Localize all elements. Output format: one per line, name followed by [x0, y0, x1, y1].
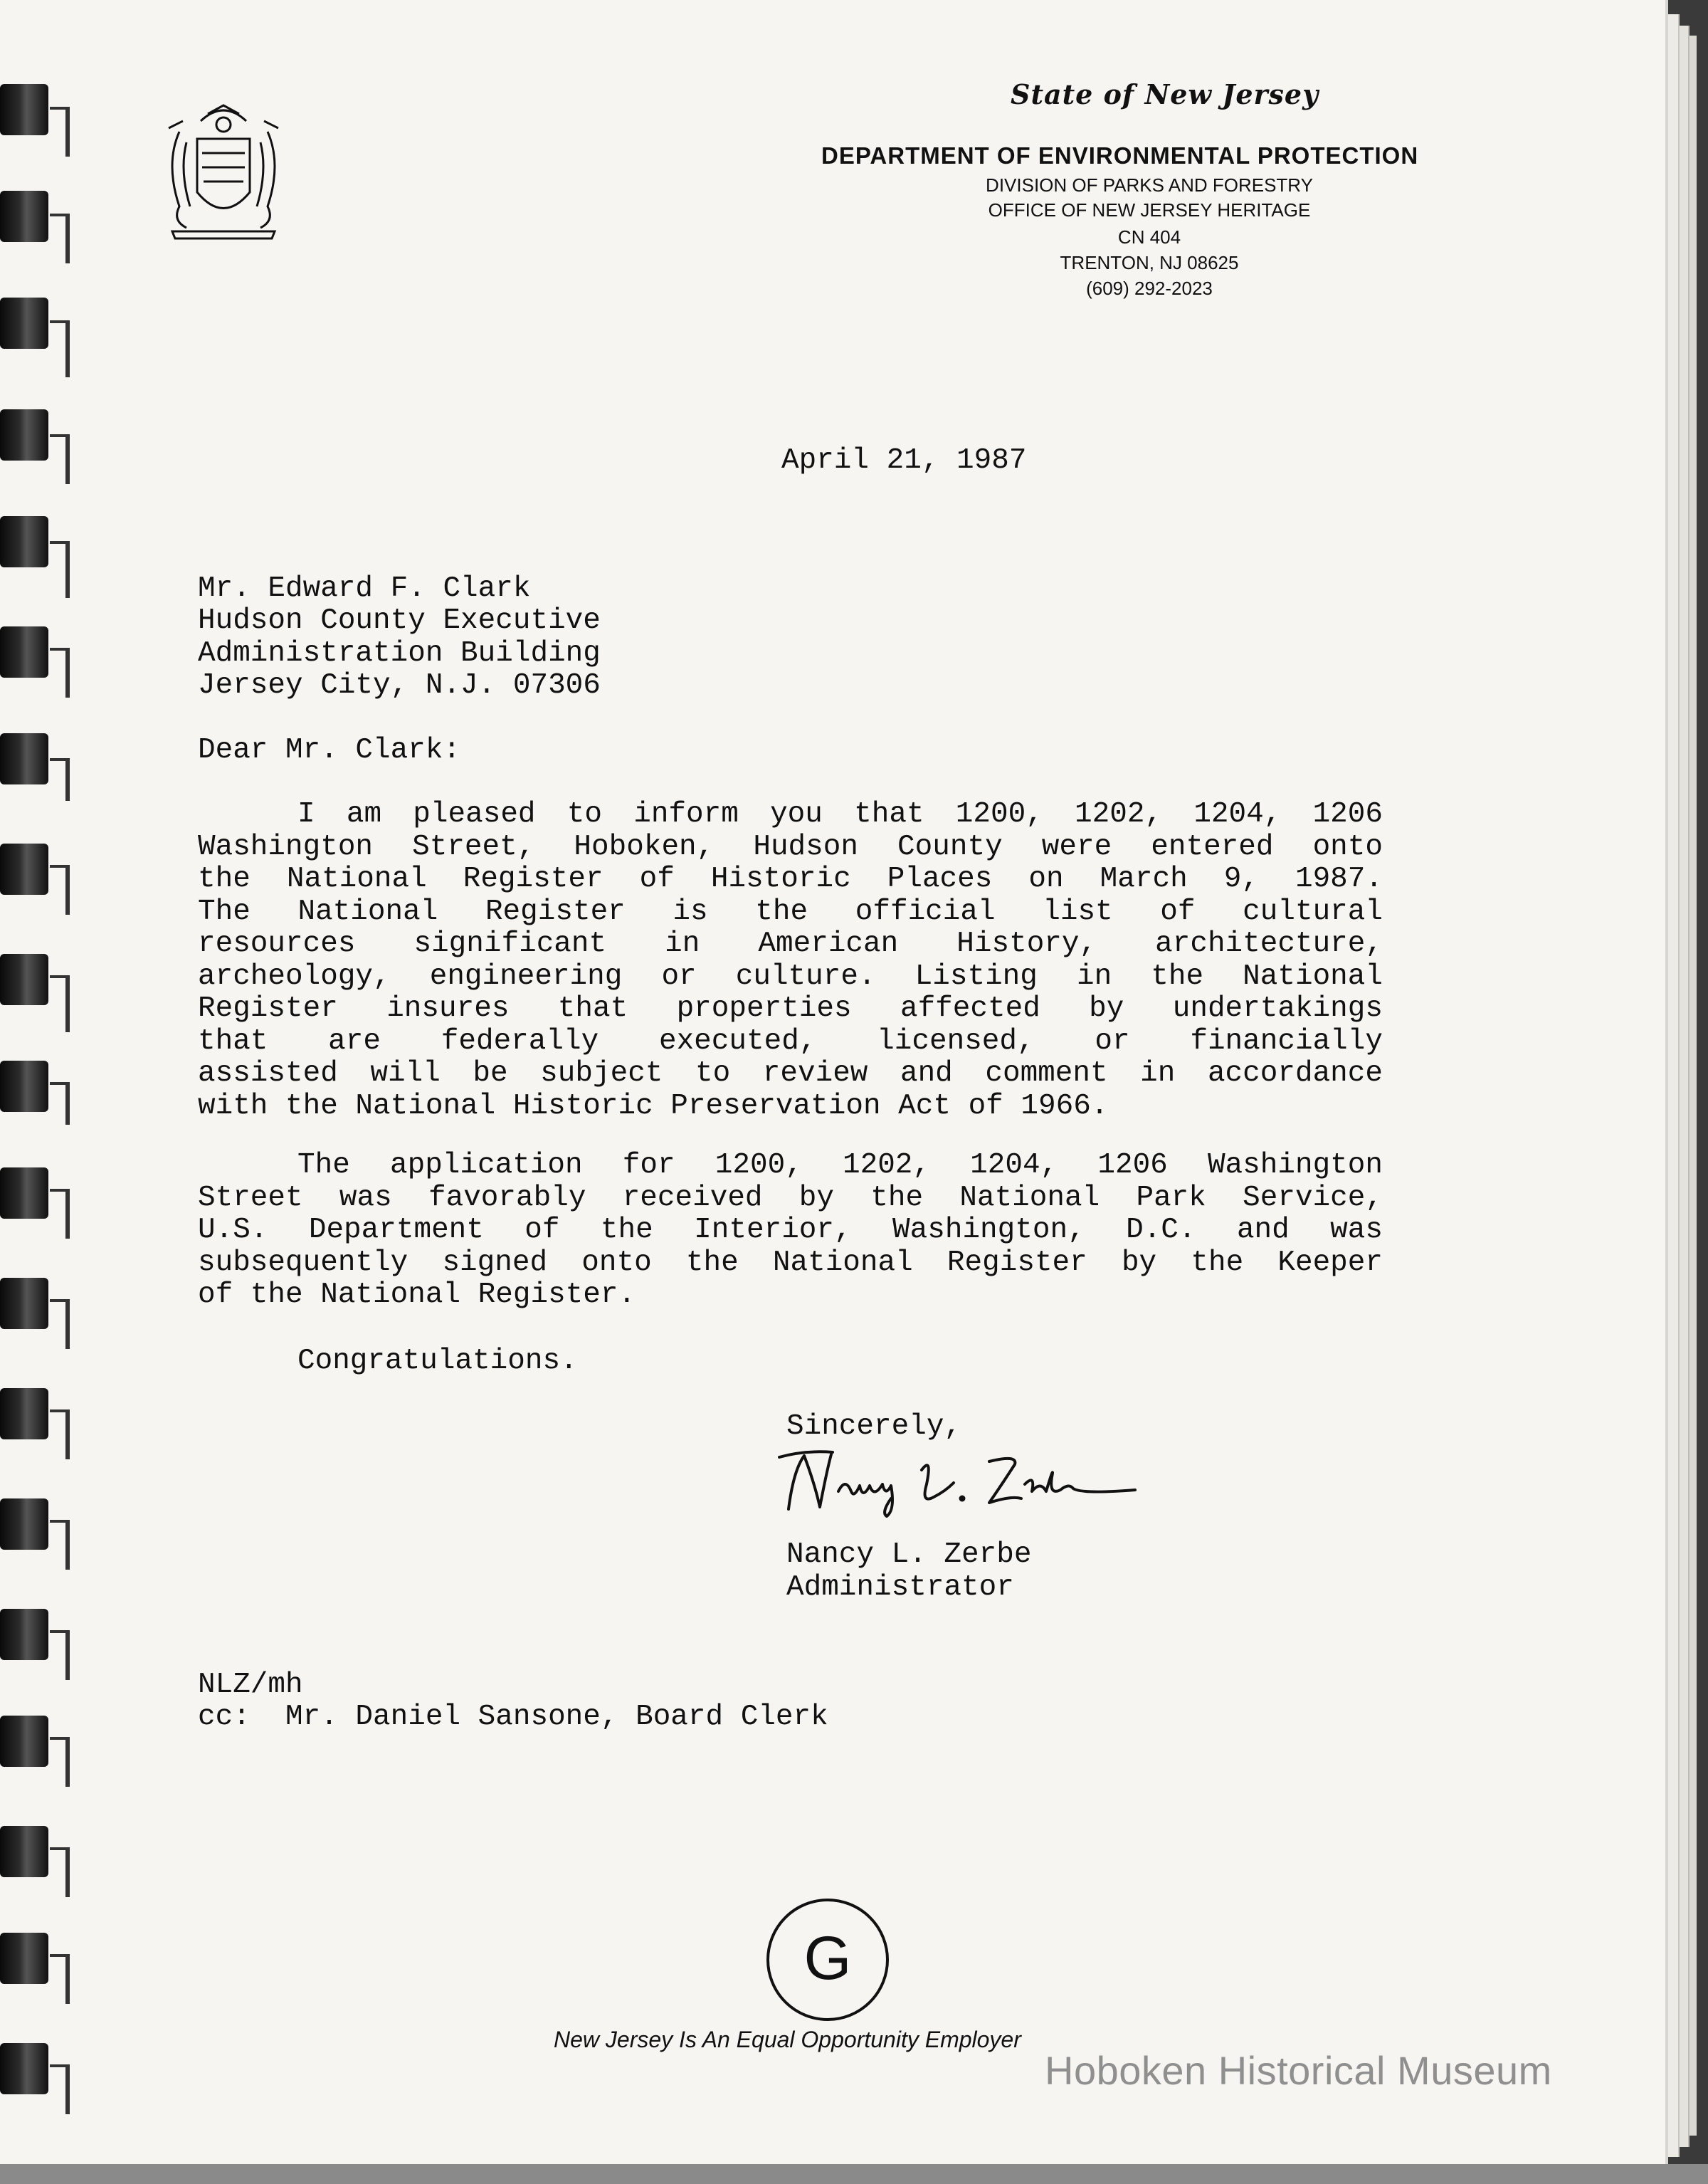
- closing: Sincerely,: [786, 1410, 962, 1443]
- scan-background: [0, 2164, 1708, 2184]
- paragraph-line: of the National Register.: [198, 1279, 636, 1311]
- page-edge: [1689, 36, 1697, 2136]
- watermark: Hoboken Historical Museum: [1045, 2048, 1552, 2093]
- recipient-name: Mr. Edward F. Clark: [198, 572, 531, 605]
- paragraph-line: Street was favorably received by the National Park Service,: [198, 1181, 1383, 1214]
- footer-text: New Jersey Is An Equal Opportunity Employer: [554, 2027, 1021, 2052]
- division-name: DIVISION OF PARKS AND FORESTRY: [986, 174, 1313, 196]
- paragraph-line: I am pleased to inform you that 1200, 1202, 1204, 1206: [297, 798, 1383, 831]
- carbon-copy: cc: Mr. Daniel Sansone, Board Clerk: [198, 1701, 828, 1733]
- congratulations: Congratulations.: [297, 1345, 578, 1377]
- signature: [776, 1442, 1153, 1520]
- recipient-city: Jersey City, N.J. 07306: [198, 669, 601, 702]
- paragraph-1: [198, 799, 1383, 1123]
- paragraph-line: Washington Street, Hoboken, Hudson County were entered onto: [198, 830, 1383, 863]
- recipient-building: Administration Building: [198, 637, 601, 670]
- state-seal-icon: [158, 100, 289, 242]
- paragraph-line: The National Register is the official list of cultural: [198, 895, 1383, 928]
- paragraph-2: [198, 1150, 1383, 1312]
- seal-letter: G: [803, 1924, 852, 1993]
- page-edge: [1668, 14, 1680, 2157]
- seal-circle-icon: [765, 1897, 890, 2022]
- paragraph-line: U.S. Department of the Interior, Washington, D.C. and was: [198, 1214, 1383, 1246]
- signer-title: Administrator: [786, 1571, 1014, 1604]
- paragraph-line: archeology, engineering or culture. Listing in the National: [198, 960, 1383, 993]
- recipient-title: Hudson County Executive: [198, 604, 601, 637]
- paragraph-line: assisted will be subject to review and comment in accordance: [198, 1057, 1383, 1090]
- office-name: OFFICE OF NEW JERSEY HERITAGE: [988, 199, 1311, 221]
- office-phone: (609) 292-2023: [1086, 278, 1213, 299]
- paragraph-line: subsequently signed onto the National Register by the Keeper: [198, 1246, 1383, 1279]
- signer-name: Nancy L. Zerbe: [786, 1538, 1032, 1571]
- po-box: CN 404: [1117, 226, 1181, 248]
- paragraph-line: with the National Historic Preservation Act of 1966.: [198, 1089, 1109, 1123]
- department-name: DEPARTMENT OF ENVIRONMENTAL PROTECTION: [821, 142, 1419, 169]
- paragraph-line: resources significant in American History, architecture,: [198, 928, 1383, 960]
- paragraph-line: that are federally executed, licensed, or financially: [198, 1024, 1383, 1058]
- page-edge: [1680, 26, 1689, 2147]
- paragraph-line: The application for 1200, 1202, 1204, 1206 Washington: [297, 1149, 1383, 1182]
- state-title: State of New Jersey: [1011, 78, 1319, 110]
- typist-initials: NLZ/mh: [198, 1669, 303, 1701]
- paragraph-line: Register insures that properties affected by undertakings: [198, 992, 1383, 1025]
- salutation: Dear Mr. Clark:: [198, 734, 461, 767]
- paragraph-line: the National Register of Historic Places on March 9, 1987.: [198, 863, 1383, 896]
- letter-date: April 21, 1987: [781, 444, 1027, 477]
- office-city: TRENTON, NJ 08625: [1060, 252, 1239, 273]
